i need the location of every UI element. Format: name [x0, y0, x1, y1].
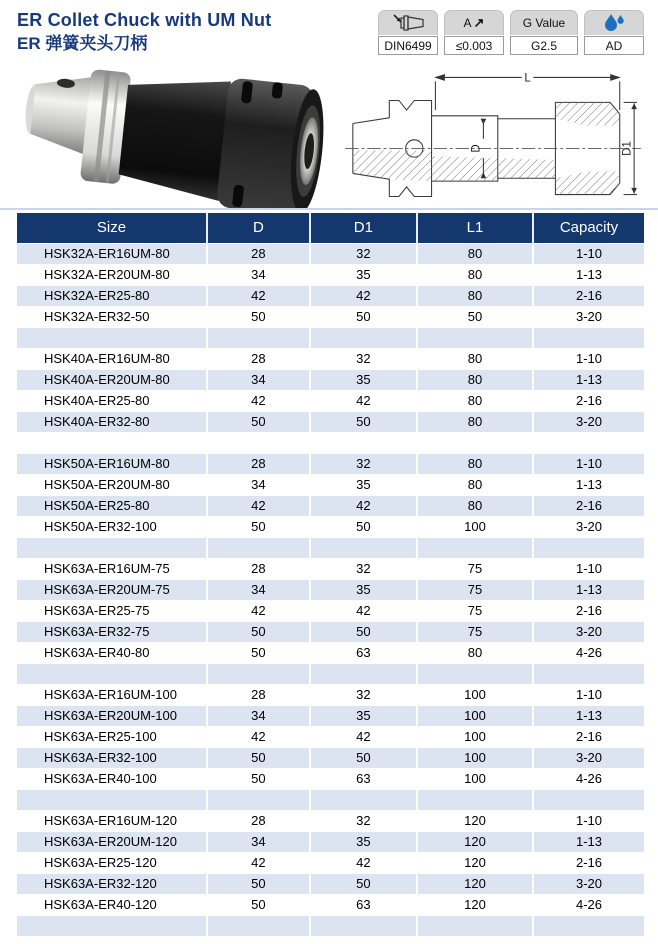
dim-label-l: L [524, 72, 531, 85]
d-cell: 42 [207, 390, 310, 411]
capacity-cell: 1-13 [533, 474, 644, 495]
spacer-cell [17, 327, 207, 348]
l1-cell: 80 [417, 285, 533, 306]
col-header-capacity: Capacity [533, 213, 644, 243]
spacer-cell [417, 327, 533, 348]
l1-cell: 100 [417, 747, 533, 768]
d1-cell: 35 [310, 705, 417, 726]
size-cell: HSK40A-ER25-80 [17, 390, 207, 411]
d1-cell: 32 [310, 453, 417, 474]
capacity-cell: 1-13 [533, 264, 644, 285]
capacity-cell: 3-20 [533, 621, 644, 642]
d-cell: 28 [207, 243, 310, 264]
d1-cell: 50 [310, 621, 417, 642]
d-cell: 50 [207, 894, 310, 915]
size-cell: HSK50A-ER20UM-80 [17, 474, 207, 495]
d-cell: 42 [207, 726, 310, 747]
spacer-cell [310, 327, 417, 348]
l1-cell: 100 [417, 516, 533, 537]
spec-table [17, 213, 644, 936]
table-row [17, 621, 644, 642]
table-row [17, 369, 644, 390]
spacer-cell [310, 789, 417, 810]
size-cell: HSK63A-ER16UM-120 [17, 810, 207, 831]
size-cell: HSK63A-ER20UM-120 [17, 831, 207, 852]
d-cell: 50 [207, 516, 310, 537]
size-cell: HSK32A-ER16UM-80 [17, 243, 207, 264]
size-cell: HSK50A-ER32-100 [17, 516, 207, 537]
capacity-cell: 1-13 [533, 579, 644, 600]
l1-cell: 80 [417, 642, 533, 663]
d-cell: 50 [207, 747, 310, 768]
d-cell: 50 [207, 306, 310, 327]
table-row [17, 894, 644, 915]
l1-cell: 80 [417, 474, 533, 495]
d-cell: 28 [207, 684, 310, 705]
coolant-drops-icon [584, 10, 644, 35]
badge-din6499 [378, 10, 438, 55]
badge-gvalue [510, 10, 578, 55]
technical-drawing [333, 64, 653, 208]
d1-cell: 35 [310, 264, 417, 285]
d1-cell: 32 [310, 558, 417, 579]
badge-coolant [584, 10, 644, 55]
size-cell: HSK63A-ER20UM-75 [17, 579, 207, 600]
table-row [17, 348, 644, 369]
capacity-cell: 1-10 [533, 684, 644, 705]
badge-runout-label [444, 10, 504, 35]
d1-cell: 42 [310, 726, 417, 747]
spacer-cell [17, 432, 207, 453]
d1-cell: 63 [310, 894, 417, 915]
l1-cell: 120 [417, 894, 533, 915]
size-cell: HSK63A-ER16UM-100 [17, 684, 207, 705]
d1-cell: 35 [310, 474, 417, 495]
capacity-cell: 2-16 [533, 285, 644, 306]
table-row [17, 726, 644, 747]
size-cell: HSK63A-ER32-120 [17, 873, 207, 894]
table-row [17, 495, 644, 516]
size-cell: HSK63A-ER16UM-75 [17, 558, 207, 579]
l1-cell: 80 [417, 390, 533, 411]
d1-cell: 35 [310, 579, 417, 600]
col-header-d: D [207, 213, 310, 243]
d1-cell: 50 [310, 873, 417, 894]
spacer-row [17, 537, 644, 558]
l1-cell: 120 [417, 852, 533, 873]
size-cell: HSK50A-ER16UM-80 [17, 453, 207, 474]
spacer-row [17, 432, 644, 453]
table-row [17, 411, 644, 432]
d-cell: 34 [207, 831, 310, 852]
table-row [17, 516, 644, 537]
spacer-cell [207, 327, 310, 348]
spacer-cell [533, 327, 644, 348]
spec-table-body [17, 243, 644, 936]
spacer-cell [533, 537, 644, 558]
d1-cell: 50 [310, 411, 417, 432]
capacity-cell: 2-16 [533, 390, 644, 411]
dim-label-d: D [470, 144, 483, 153]
d-cell: 28 [207, 558, 310, 579]
capacity-cell: 1-10 [533, 243, 644, 264]
size-cell: HSK63A-ER40-80 [17, 642, 207, 663]
capacity-cell: 1-13 [533, 369, 644, 390]
table-row [17, 390, 644, 411]
d-cell: 50 [207, 768, 310, 789]
l1-cell: 80 [417, 369, 533, 390]
badge-gvalue-value: G2.5 [510, 36, 578, 55]
page-header [17, 8, 644, 60]
capacity-cell: 1-10 [533, 453, 644, 474]
l1-cell: 100 [417, 768, 533, 789]
d-cell: 34 [207, 369, 310, 390]
size-cell: HSK63A-ER20UM-100 [17, 705, 207, 726]
badge-coolant-value: AD [584, 36, 644, 55]
spacer-cell [417, 537, 533, 558]
d1-cell: 32 [310, 810, 417, 831]
header-row [17, 213, 644, 243]
page-subtitle: ER 弹簧夹头刀柄 [17, 34, 148, 53]
l1-cell: 75 [417, 621, 533, 642]
runout-letter: A [463, 16, 472, 30]
northeast-arrow-icon: ↗ [473, 15, 485, 30]
spacer-row [17, 327, 644, 348]
l1-cell: 120 [417, 873, 533, 894]
d-cell: 34 [207, 264, 310, 285]
d1-cell: 50 [310, 306, 417, 327]
spacer-cell [207, 663, 310, 684]
spacer-row [17, 663, 644, 684]
d1-cell: 32 [310, 684, 417, 705]
spacer-cell [417, 789, 533, 810]
capacity-cell: 4-26 [533, 894, 644, 915]
table-row [17, 243, 644, 264]
table-row [17, 747, 644, 768]
table-row [17, 264, 644, 285]
d-cell: 42 [207, 285, 310, 306]
page-title: ER Collet Chuck with UM Nut [17, 10, 272, 30]
size-cell: HSK63A-ER40-120 [17, 894, 207, 915]
table-row [17, 642, 644, 663]
spec-table-header [17, 213, 644, 243]
spacer-cell [310, 915, 417, 936]
spacer-cell [207, 915, 310, 936]
table-row [17, 600, 644, 621]
table-row [17, 684, 644, 705]
size-cell: HSK40A-ER20UM-80 [17, 369, 207, 390]
d-cell: 50 [207, 411, 310, 432]
capacity-cell: 3-20 [533, 516, 644, 537]
d-cell: 42 [207, 852, 310, 873]
d1-cell: 63 [310, 642, 417, 663]
dim-label-d1: D1 [621, 141, 634, 156]
l1-cell: 50 [417, 306, 533, 327]
l1-cell: 80 [417, 453, 533, 474]
d-cell: 34 [207, 579, 310, 600]
table-row [17, 306, 644, 327]
spacer-cell [417, 432, 533, 453]
title-block [17, 8, 271, 56]
spacer-cell [17, 663, 207, 684]
capacity-cell: 4-26 [533, 768, 644, 789]
section-divider [0, 208, 658, 210]
spacer-cell [417, 663, 533, 684]
d1-cell: 63 [310, 768, 417, 789]
table-row [17, 852, 644, 873]
d-cell: 28 [207, 348, 310, 369]
table-row [17, 558, 644, 579]
spacer-cell [533, 915, 644, 936]
d1-cell: 32 [310, 243, 417, 264]
d-cell: 28 [207, 453, 310, 474]
spec-badges [378, 10, 644, 55]
l1-cell: 80 [417, 495, 533, 516]
l1-cell: 75 [417, 579, 533, 600]
capacity-cell: 2-16 [533, 600, 644, 621]
col-header-l1: L1 [417, 213, 533, 243]
d-cell: 34 [207, 474, 310, 495]
table-row [17, 810, 644, 831]
l1-cell: 100 [417, 684, 533, 705]
table-row [17, 579, 644, 600]
size-cell: HSK40A-ER32-80 [17, 411, 207, 432]
size-cell: HSK63A-ER25-75 [17, 600, 207, 621]
capacity-cell: 1-13 [533, 705, 644, 726]
capacity-cell: 3-20 [533, 873, 644, 894]
l1-cell: 80 [417, 411, 533, 432]
table-row [17, 705, 644, 726]
capacity-cell: 2-16 [533, 495, 644, 516]
spacer-cell [17, 915, 207, 936]
media-row [15, 64, 653, 208]
l1-cell: 80 [417, 243, 533, 264]
d-cell: 42 [207, 495, 310, 516]
d-cell: 50 [207, 642, 310, 663]
spacer-cell [207, 789, 310, 810]
col-header-d1: D1 [310, 213, 417, 243]
spacer-cell [207, 432, 310, 453]
badge-runout [444, 10, 504, 55]
size-cell: HSK40A-ER16UM-80 [17, 348, 207, 369]
spacer-cell [310, 537, 417, 558]
table-row [17, 768, 644, 789]
d1-cell: 42 [310, 390, 417, 411]
d1-cell: 50 [310, 516, 417, 537]
capacity-cell: 2-16 [533, 726, 644, 747]
capacity-cell: 1-13 [533, 831, 644, 852]
size-cell: HSK63A-ER25-120 [17, 852, 207, 873]
spacer-cell [533, 432, 644, 453]
spacer-cell [207, 537, 310, 558]
l1-cell: 120 [417, 831, 533, 852]
d1-cell: 42 [310, 495, 417, 516]
l1-cell: 80 [417, 264, 533, 285]
spacer-cell [310, 432, 417, 453]
badge-runout-value: ≤0.003 [444, 36, 504, 55]
d1-cell: 50 [310, 747, 417, 768]
table-row [17, 873, 644, 894]
capacity-cell: 3-20 [533, 411, 644, 432]
size-cell: HSK63A-ER40-100 [17, 768, 207, 789]
product-photo [15, 64, 333, 208]
capacity-cell: 1-10 [533, 810, 644, 831]
d-cell: 42 [207, 600, 310, 621]
spacer-cell [533, 789, 644, 810]
d-cell: 34 [207, 705, 310, 726]
badge-gvalue-label: G Value [510, 10, 578, 35]
l1-cell: 100 [417, 705, 533, 726]
col-header-size: Size [17, 213, 207, 243]
size-cell: HSK50A-ER25-80 [17, 495, 207, 516]
size-cell: HSK63A-ER32-75 [17, 621, 207, 642]
spacer-cell [417, 915, 533, 936]
table-row [17, 285, 644, 306]
capacity-cell: 1-10 [533, 348, 644, 369]
size-cell: HSK63A-ER25-100 [17, 726, 207, 747]
l1-cell: 75 [417, 558, 533, 579]
d-cell: 28 [207, 810, 310, 831]
d1-cell: 42 [310, 285, 417, 306]
d1-cell: 32 [310, 348, 417, 369]
size-cell: HSK32A-ER32-50 [17, 306, 207, 327]
d1-cell: 42 [310, 852, 417, 873]
capacity-cell: 2-16 [533, 852, 644, 873]
d1-cell: 42 [310, 600, 417, 621]
spacer-row [17, 915, 644, 936]
l1-cell: 80 [417, 348, 533, 369]
size-cell: HSK63A-ER32-100 [17, 747, 207, 768]
table-row [17, 474, 644, 495]
table-row [17, 453, 644, 474]
badge-din6499-value: DIN6499 [378, 36, 438, 55]
d-cell: 50 [207, 873, 310, 894]
d1-cell: 35 [310, 369, 417, 390]
l1-cell: 120 [417, 810, 533, 831]
capacity-cell: 1-10 [533, 558, 644, 579]
table-row [17, 831, 644, 852]
spacer-cell [17, 789, 207, 810]
l1-cell: 100 [417, 726, 533, 747]
size-cell: HSK32A-ER20UM-80 [17, 264, 207, 285]
collet-standard-icon [378, 10, 438, 35]
l1-cell: 75 [417, 600, 533, 621]
capacity-cell: 4-26 [533, 642, 644, 663]
spacer-cell [17, 537, 207, 558]
d-cell: 50 [207, 621, 310, 642]
capacity-cell: 3-20 [533, 747, 644, 768]
spacer-cell [310, 663, 417, 684]
spacer-row [17, 789, 644, 810]
size-cell: HSK32A-ER25-80 [17, 285, 207, 306]
spacer-cell [533, 663, 644, 684]
capacity-cell: 3-20 [533, 306, 644, 327]
d1-cell: 35 [310, 831, 417, 852]
